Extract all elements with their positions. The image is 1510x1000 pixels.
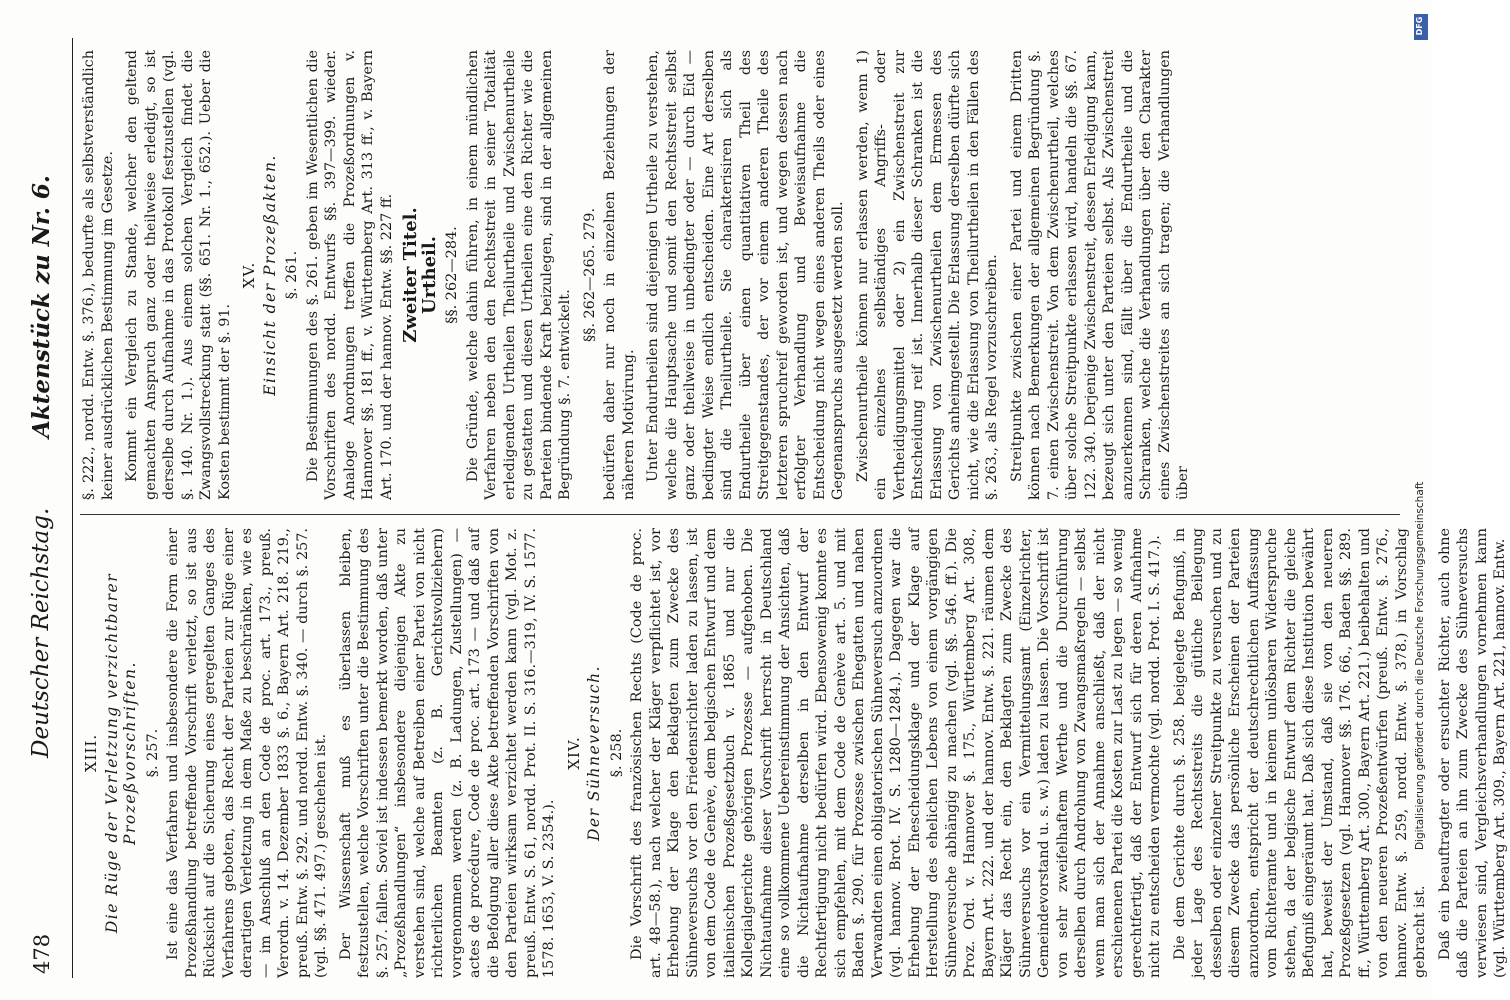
column-divider [80, 514, 1400, 515]
paragraph-heading: §. 258. [608, 728, 625, 778]
paragraph-heading: §§. 262—284. [444, 226, 460, 324]
body-paragraph: §. 222., nordd. Entw. §. 376.), bedurfte als selbstverständlich keiner ausdrücklichen Bestimmung im Gesetze. [81, 50, 116, 500]
section-number: XV. [240, 261, 258, 289]
title-name: Urtheil. [418, 236, 440, 314]
rotated-page-content [22, 38, 1508, 978]
body-paragraph: Die Gründe, welche dahin führen, in einem mündlichen Verfahren neben den den Rechtsstreit in seiner Totalität erledigenden Urtheilen Theilurtheile und Zwischenurtheile zu gestatten und diesen Urtheilen eine den Richter wie die Parteien bindende Kraft beizulegen, sind in der allgemeinen Begründung §. 7. entwickelt. [464, 50, 573, 500]
dfg-logo-text: DFG [1415, 16, 1424, 36]
section-number: XIV. [564, 736, 583, 770]
paragraph-heading: §. 257. [144, 728, 161, 778]
body-paragraph: Daß ein beauftragter oder ersuchter Richter, auch ohne daß die Parteien an ihn zum Zwecke des Sühneversuchs verwiesen sind, Vergleichsverhandlungen vornehmen kann (vgl. Württemberg Art. 309., Bayern Art. 221, hannov. Entw. [1436, 528, 1508, 978]
section-number: XIII. [82, 733, 100, 773]
running-head-right: Aktenstück zu Nr. 6. [28, 175, 55, 438]
title-heading: Zweiter Titel. [400, 207, 421, 343]
dfg-logo [1414, 14, 1428, 40]
section-title: Einsicht der Prozeßakten. [260, 154, 279, 396]
body-paragraph: Streitpunkte zwischen einer Partei und einem Dritten können nach Bemerkungen der allgemeinen Begründung §. 7. einen Zwischenstreit. Von dem Zwischenurtheil, welches über solche Streitpunkte erlassen wird, handeln die §§. 67. 122. 340. Derjenige Zwischenstreit, dessen Erledigung kann, bezeugt sich unter den Parteien selbst. Als Zwischenstreit anzuerkennen sind, fällt über die Endurtheile und die Schranken, welche die Verhandlungen über den Charakter eines Zwischenstreites an sich tragen; die Verhandlungen über [1008, 50, 1191, 500]
body-paragraph: Die Bestimmungen des §. 261. geben im Wesentlichen die Vorschriften des nordd. Entwurfs §§. 397—399. wieder. Analoge Anordnungen treffen die Prozeßordnungen v. Hannover §§. 181 ff., v. Württemberg Art. 313 ff., v. Bayern Art. 170. und der hannov. Entw. §§. 227 ff. [304, 50, 395, 500]
body-paragraph: Kommt ein Vergleich zu Stande, welcher den geltend gemachten Anspruch ganz oder theilweise erledigt, so ist derselbe durch Aufnahme in das Protokoll festzustellen (vgl. §. 140. Nr. 1.). Aus einem solchen Vergleich findet die Zwangsvollstreckung statt (§§. 651. Nr. 1., 652.). Ueber die Kosten bestimmt der §. 91. [124, 50, 233, 500]
body-paragraph: Ist eine das Verfahren und insbesondere die Form einer Prozeßhandlung betreffende Vorschrift verletzt, so ist aus Rücksicht auf die Sicherung eines geregelten Ganges des Verfahrens geboten, das Recht der Parteien zur Rüge einer derartigen Verletzung in dem Maße zu beschränken, wie es — im Anschluß an den Code de proc. art. 173., preuß. Verordn. v. 14. Dezember 1833 §. 6., Bayern Art. 218. 219., preuß. Entw. §. 292. und nordd. Entw. §. 340. — durch §. 257. (vgl. §§. 471. 497.) geschehen ist. [165, 528, 329, 978]
right-column [80, 50, 1400, 500]
digitization-credit [1412, 150, 1430, 850]
digitization-credit-text: Digitalisierung gefördert durch die Deutsche Forschungsgemeinschaft [1414, 481, 1426, 850]
running-head-left: Deutscher Reichstag. [28, 507, 54, 758]
body-paragraph: Zwischenurtheile können nur erlassen werden, wenn 1) ein einzelnes selbständiges Angriffs- oder Vertheidigungsmittel oder 2) ein Zwischenstreit zur Entscheidung reif ist. Innerhalb dieser Schranken ist die Erlassung von Zwischenurtheilen dem Ermessen des Gerichts anheimgestellt. Die Erlassung derselben dürfte sich nicht, wie die Erlassung von Theilurtheilen in den Fällen des §. 263., als Regel vorzuschreiben. [854, 50, 1000, 500]
page-number: 478 [30, 933, 54, 974]
body-paragraph: Der Wissenschaft muß es überlassen bleiben, festzustellen, welche Vorschriften unter die Bestimmung des §. 257. fallen. Soviel ist indessen bemerkt worden, daß unter „Prozeßhandlungen“ insbesondere diejenigen Akte zu verstehen sind, welche auf Betreiben einer Partei von nicht richterlichen Beamten (z. B. Gerichtsvollziehern) vorgenommen werden (z. B. Ladungen, Zustellungen) — actes de procédure, Code de proc. art. 173 — und daß auf die Befolgung aller diese Akte betreffenden Vorschriften von den Parteien wirksam verzichtet werden kann (vgl. Mot. z. preuß. Entw. S. 61, nordd. Prot. II. S. 316.—319, IV. S. 1577. 1578. 1653, V. S. 2354.). [337, 528, 557, 978]
paragraph-heading: §. 261. [284, 250, 300, 300]
paragraph-heading: §§. 262—265. 279. [581, 207, 598, 343]
body-paragraph: Die dem Gerichte durch §. 258. beigelegte Befugniß, in jeder Lage des Rechtsstreits die gütliche Beilegung desselben oder einzelner Streitpunkte zu versuchen und zu diesem Zwecke das persönliche Erscheinen der Parteien anzuordnen, entspricht der deutschrechtlichen Auffassung vom Richteramte und in keinem unlösbaren Widerspruche stehen, da der belgische Entwurf dem Richter die gleiche Befugniß eingeräumt hat. Daß sich diese Institution bewährt hat, beweist der Umstand, daß sie von den neueren Prozeßgesetzen (vgl. Hannover §§. 176. 66., Baden §§. 289. ff., Württemberg Art. 300., Bayern Art. 221.) beibehalten und von den neueren Prozeßentwürfen (preuß. Entw. §. 276., hannov. Entw. §. 259, nordd. Entw. §. 378.) in Vorschlag gebracht ist. [1171, 528, 1428, 978]
page-header [22, 38, 73, 978]
section-title: Der Sühneversuch. [585, 664, 603, 842]
body-paragraph: Unter Endurtheilen sind diejenigen Urtheile zu verstehen, welche die Hauptsache und somit den Rechtsstreit selbst ganz oder theilweise in unbedingter oder — durch Eid — bedingter Weise endlich entscheiden. Eine Art derselben sind die Theilurtheile. Sie charakterisiren sich als Endurtheile über einen quantitativen Theil des Streitgegenstandes, der vor einem anderen Theile des letzteren spruchreif geworden ist, und wegen dessen nach erfolgter Verhandlung und Beweisaufnahme die Entscheidung nicht wegen eines anderen Theils oder eines Gegenanspruchs ausgesetzt werden soll. [645, 50, 846, 500]
body-paragraph: bedürfen daher nur noch in einzelnen Beziehungen der näheren Motivirung. [602, 50, 637, 500]
section-title: Die Rüge der Verletzung verzichtbarer Prozeßvorschriften. [102, 572, 139, 934]
body-paragraph: Die Vorschrift des französischen Rechts (Code de proc. art. 48—58.), nach welcher der Kläger verpflichtet ist, vor Erhebung der Klage den Beklagten zum Zwecke des Sühneversuchs vor den Friedensrichter laden zu lassen, ist von dem Code de Genève, dem belgischen Entwurf und dem italienischen Prozeßgesetzbuch v. 1865 und nur die Kollegialgerichte gehörigen Prozesse — aufgehoben. Die Nichtaufnahme dieser Vorschrift herrscht in Deutschland eine so vollkommene Uebereinstimmung der Ansichten, daß die Nichtaufnahme derselben in den Entwurf der Rechtfertigung nicht bedürfen wird. Ebensowenig konnte es sich empfehlen, mit dem Code de Genève art. 5. und mit Baden §. 290. für Prozesse zwischen Ehegatten und nahen Verwandten einen obligatorischen Sühneversuch anzuordnen (vgl. hannov. Brot. IV. S. 1280—1284.). Dagegen war die Erhebung der Ehescheidungsklage und der Klage auf Herstellung des ehelichen Lebens von einem vorgängigen Sühneversuche abhängig zu machen (vgl. §§. 546. ff.). Die Proz. Ord. v. Hannover §. 175., Württemberg Art. 308., Bayern Art. 222. und der hannov. Entw. §. 221. räumen dem Kläger das Recht ein, den Beklagten zum Zwecke des Sühneversuchs vor ein Vermittelungsamt (Einzelrichter, Gemeindevorstand u. s. w.) laden zu lassen. Die Vorschrift ist von sehr zweifelhaftem Werthe und die Durchführung derselben durch Androhung von Zwangsmaßregeln — selbst wenn man sich der Annahme anschließt, daß der nicht erschienenen Partei die Kosten zur Last zu legen — so wenig gerechtfertigt, daß der Entwurf sich für deren Aufnahme nicht zu entscheiden vermochte (vgl. nordd. Prot. I. S. 417.). [629, 528, 1163, 978]
